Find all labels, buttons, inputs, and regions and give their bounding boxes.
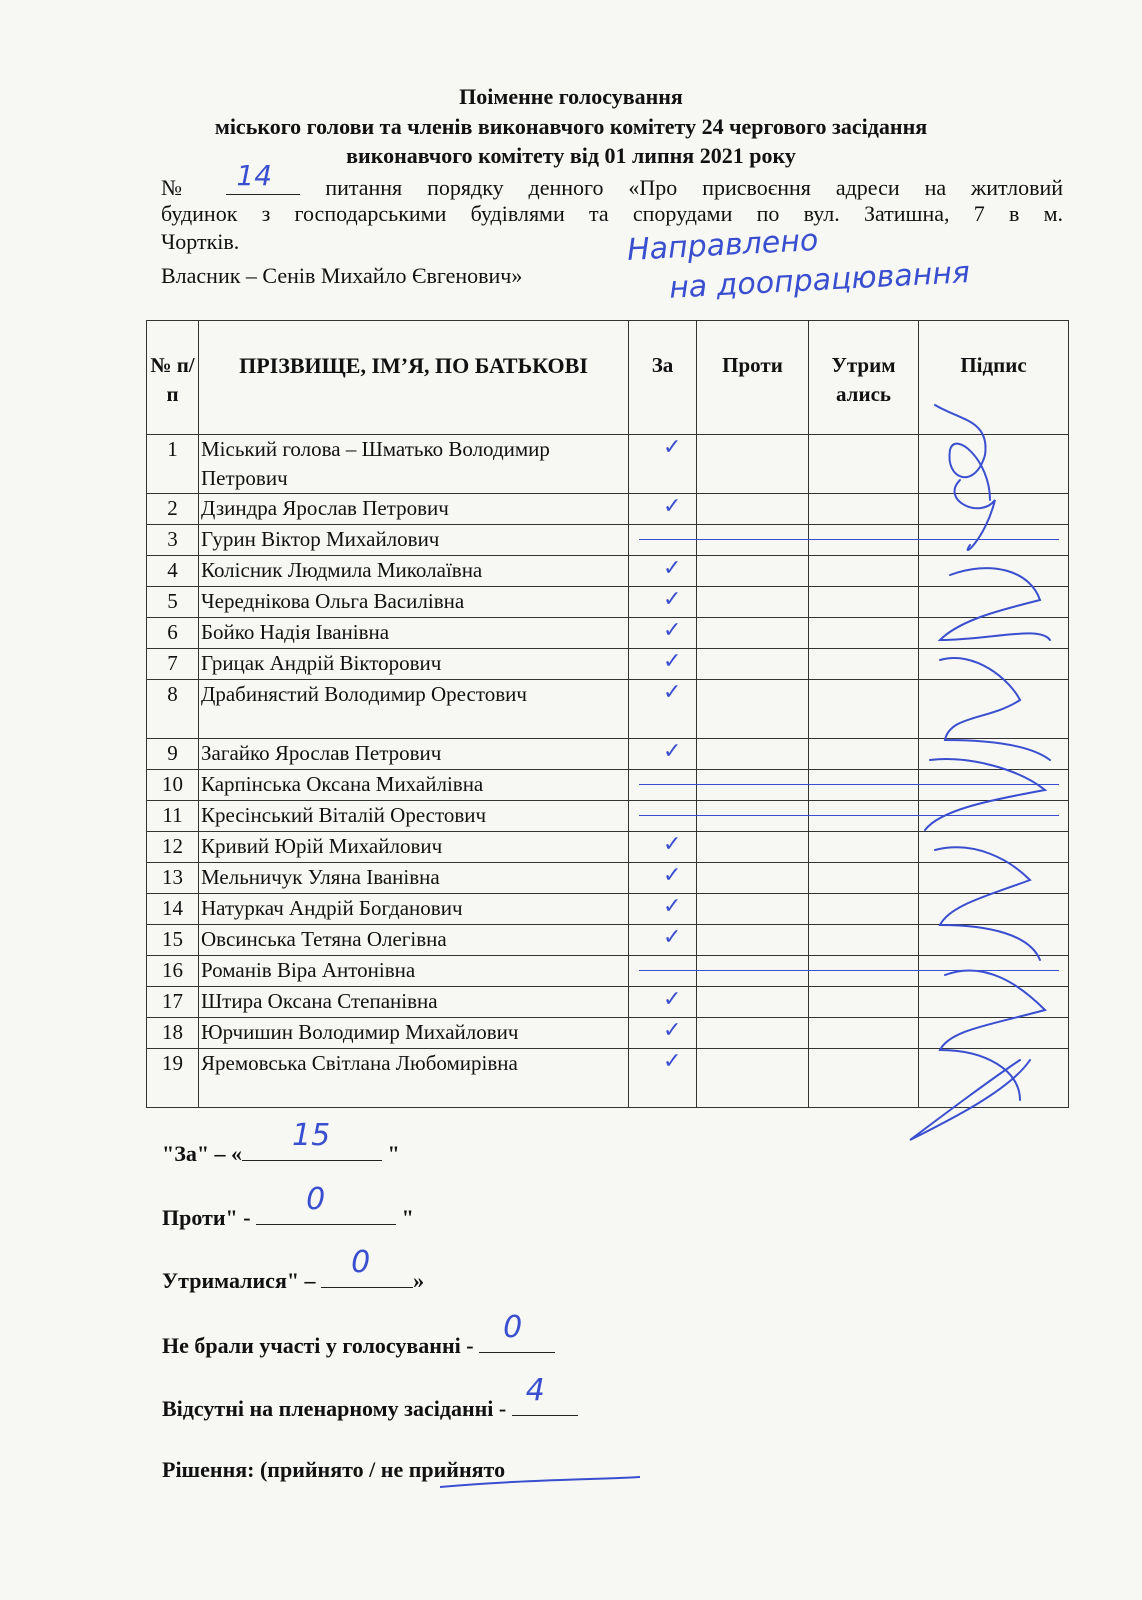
row-vote-yes	[629, 956, 697, 987]
row-vote-yes	[629, 494, 697, 525]
row-signature	[919, 770, 1069, 801]
checkmark-icon: ✓	[663, 556, 682, 581]
row-name: Юрчишин Володимир Михайлович	[199, 1018, 629, 1049]
header-against: Проти	[697, 321, 809, 435]
row-number: 9	[147, 739, 199, 770]
row-signature	[919, 894, 1069, 925]
checkmark-icon: ✓	[663, 863, 682, 888]
tally-abstained-tail: »	[413, 1268, 425, 1293]
table-row	[147, 1049, 1069, 1108]
row-name: Карпінська Оксана Михайлівна	[199, 770, 629, 801]
row-vote-abstained	[809, 739, 919, 770]
row-vote-abstained	[809, 435, 919, 494]
row-number: 8	[147, 680, 199, 739]
row-vote-abstained	[809, 494, 919, 525]
row-signature	[919, 832, 1069, 863]
row-vote-against	[697, 770, 809, 801]
row-vote-against	[697, 1049, 809, 1108]
row-vote-abstained	[809, 1049, 919, 1108]
row-signature	[919, 956, 1069, 987]
row-vote-against	[697, 680, 809, 739]
row-signature	[919, 556, 1069, 587]
row-number: 13	[147, 863, 199, 894]
tally-against-tail: "	[396, 1205, 414, 1230]
row-vote-against	[697, 739, 809, 770]
absent-dash-line	[639, 815, 1059, 816]
tally-abstained-label: Утрималися" –	[162, 1268, 322, 1293]
header-abstained: Утрим ались	[809, 321, 919, 435]
question-number-blank	[226, 159, 300, 195]
decision-line: Рішення: (прийнято / не прийнято	[162, 1457, 506, 1482]
checkmark-icon: ✓	[663, 1049, 682, 1074]
row-vote-against	[697, 987, 809, 1018]
table-row	[147, 956, 1069, 987]
tally-against	[162, 1182, 414, 1231]
row-signature	[919, 1049, 1069, 1108]
row-number: 6	[147, 618, 199, 649]
resolution-line-1: Направлено	[626, 222, 820, 268]
roll-call-table	[146, 320, 1069, 1108]
row-vote-yes	[629, 863, 697, 894]
absent-dash-line	[639, 970, 1059, 971]
row-vote-yes	[629, 1018, 697, 1049]
row-name: Загайко Ярослав Петрович	[199, 739, 629, 770]
tally-against-blank	[256, 1182, 396, 1225]
row-name: Гурин Віктор Михайлович	[199, 525, 629, 556]
checkmark-icon: ✓	[663, 739, 682, 764]
question-text-1: питання порядку денного «Про присвоєння адреси на житловий	[325, 175, 1064, 200]
question-line-2: будинок з господарськими будівлями та спорудами по вул. Затишна, 7 в м.	[161, 201, 1063, 226]
document-title: Поіменне голосування	[459, 84, 683, 109]
resolution-line-2: на доопрацювання	[668, 255, 971, 306]
row-vote-abstained	[809, 680, 919, 739]
tally-not-voting-label: Не брали участі у голосуванні -	[162, 1333, 480, 1358]
table-row	[147, 618, 1069, 649]
header-yes: За	[629, 321, 697, 435]
checkmark-icon: ✓	[663, 618, 682, 643]
tally-abstained-value: 0	[351, 1245, 371, 1280]
row-vote-abstained	[809, 587, 919, 618]
table-body	[147, 435, 1069, 1108]
row-name: Кресінський Віталій Орестович	[199, 801, 629, 832]
checkmark-icon: ✓	[663, 987, 682, 1012]
row-vote-against	[697, 587, 809, 618]
handwritten-resolution	[626, 213, 971, 311]
tally-against-value: 0	[306, 1182, 326, 1217]
checkmark-icon: ✓	[663, 494, 682, 519]
checkmark-icon: ✓	[663, 435, 682, 460]
absent-dash-line	[639, 784, 1059, 785]
table-row	[147, 801, 1069, 832]
row-number: 11	[147, 801, 199, 832]
row-name: Грицак Андрій Вікторович	[199, 649, 629, 680]
row-name: Колісник Людмила Миколаївна	[199, 556, 629, 587]
checkmark-icon: ✓	[663, 832, 682, 857]
tally-not-voting-blank	[479, 1310, 555, 1353]
tally-absent-label: Відсутні на пленарному засіданні -	[162, 1396, 512, 1421]
row-vote-abstained	[809, 956, 919, 987]
table-row	[147, 435, 1069, 494]
row-vote-against	[697, 649, 809, 680]
table-row	[147, 525, 1069, 556]
row-name: Драбинястий Володимир Орестович	[199, 680, 629, 739]
document-subtitle: міського голови та членів виконавчого комітету 24 чергового засідання	[214, 114, 928, 139]
table-row	[147, 894, 1069, 925]
row-name: Мельничук Уляна Іванівна	[199, 863, 629, 894]
table-row	[147, 987, 1069, 1018]
row-vote-yes	[629, 587, 697, 618]
row-number: 19	[147, 1049, 199, 1108]
row-vote-against	[697, 832, 809, 863]
row-vote-yes	[629, 925, 697, 956]
row-number: 5	[147, 587, 199, 618]
row-vote-abstained	[809, 770, 919, 801]
row-name: Натуркач Андрій Богданович	[199, 894, 629, 925]
row-vote-yes	[629, 739, 697, 770]
question-number-prefix: №	[161, 175, 202, 200]
row-name: Яремовська Світлана Любомирівна	[199, 1049, 629, 1108]
tally-yes-tail: "	[382, 1141, 400, 1166]
table-row	[147, 925, 1069, 956]
tally-yes-value: 15	[292, 1118, 331, 1153]
tally-not-voting	[162, 1310, 555, 1359]
row-number: 4	[147, 556, 199, 587]
question-number-handwritten: 14	[236, 159, 273, 192]
row-vote-abstained	[809, 618, 919, 649]
tally-abstained-blank	[321, 1245, 413, 1288]
row-vote-abstained	[809, 801, 919, 832]
question-line-1	[161, 159, 1064, 201]
row-vote-against	[697, 435, 809, 494]
owner-line: Власник – Сенів Михайло Євгенович»	[161, 263, 523, 288]
row-signature	[919, 1018, 1069, 1049]
row-vote-against	[697, 1018, 809, 1049]
header-num: № п/п	[147, 321, 199, 435]
row-vote-yes	[629, 649, 697, 680]
row-name: Штира Оксана Степанівна	[199, 987, 629, 1018]
table-row	[147, 832, 1069, 863]
row-vote-yes	[629, 770, 697, 801]
row-vote-yes	[629, 680, 697, 739]
table-row	[147, 649, 1069, 680]
table-row	[147, 556, 1069, 587]
tally-absent	[162, 1373, 578, 1422]
tally-abstained	[162, 1245, 425, 1294]
tally-yes-blank	[242, 1118, 382, 1161]
document-subtitle-date: виконавчого комітету від 01 липня 2021 року	[346, 143, 796, 168]
row-signature	[919, 525, 1069, 556]
row-number: 17	[147, 987, 199, 1018]
row-vote-yes	[629, 832, 697, 863]
row-vote-abstained	[809, 1018, 919, 1049]
header-name: ПРІЗВИЩЕ, ІМ’Я, ПО БАТЬКОВІ	[199, 321, 629, 435]
row-vote-abstained	[809, 925, 919, 956]
row-number: 10	[147, 770, 199, 801]
row-vote-abstained	[809, 832, 919, 863]
row-signature	[919, 739, 1069, 770]
table-row	[147, 863, 1069, 894]
tally-yes	[162, 1118, 400, 1167]
checkmark-icon: ✓	[663, 649, 682, 674]
row-number: 15	[147, 925, 199, 956]
row-name: Міський голова – Шматько Володимир Петрович	[199, 435, 629, 494]
row-number: 18	[147, 1018, 199, 1049]
table-header-row	[147, 321, 1069, 435]
row-name: Кривий Юрій Михайлович	[199, 832, 629, 863]
checkmark-icon: ✓	[663, 894, 682, 919]
checkmark-icon: ✓	[663, 925, 682, 950]
question-line-3: Чортків.	[161, 229, 240, 254]
row-number: 3	[147, 525, 199, 556]
row-number: 2	[147, 494, 199, 525]
tally-absent-value: 4	[525, 1373, 545, 1408]
row-number: 14	[147, 894, 199, 925]
row-vote-yes	[629, 1049, 697, 1108]
row-vote-against	[697, 925, 809, 956]
row-vote-against	[697, 956, 809, 987]
row-vote-abstained	[809, 987, 919, 1018]
table-row	[147, 1018, 1069, 1049]
row-vote-against	[697, 894, 809, 925]
checkmark-icon: ✓	[663, 680, 682, 705]
tally-not-voting-value: 0	[503, 1310, 523, 1345]
checkmark-icon: ✓	[663, 1018, 682, 1043]
row-vote-abstained	[809, 525, 919, 556]
row-vote-yes	[629, 556, 697, 587]
row-vote-abstained	[809, 894, 919, 925]
checkmark-icon: ✓	[663, 587, 682, 612]
row-vote-against	[697, 525, 809, 556]
row-vote-abstained	[809, 649, 919, 680]
tally-absent-blank	[512, 1373, 578, 1416]
row-vote-against	[697, 556, 809, 587]
table-row	[147, 587, 1069, 618]
tally-against-label: Проти" -	[162, 1205, 257, 1230]
row-vote-yes	[629, 801, 697, 832]
row-number: 16	[147, 956, 199, 987]
row-signature	[919, 987, 1069, 1018]
row-signature	[919, 618, 1069, 649]
row-name: Дзиндра Ярослав Петрович	[199, 494, 629, 525]
row-number: 12	[147, 832, 199, 863]
table-row	[147, 770, 1069, 801]
row-vote-abstained	[809, 556, 919, 587]
row-vote-against	[697, 863, 809, 894]
table-row	[147, 680, 1069, 739]
row-vote-yes	[629, 618, 697, 649]
row-signature	[919, 649, 1069, 680]
row-signature	[919, 435, 1069, 494]
row-vote-against	[697, 801, 809, 832]
table-row	[147, 494, 1069, 525]
tally-yes-label: "За" – «	[162, 1141, 243, 1166]
row-vote-against	[697, 618, 809, 649]
row-name: Череднікова Ольга Василівна	[199, 587, 629, 618]
row-name: Романів Віра Антонівна	[199, 956, 629, 987]
row-number: 1	[147, 435, 199, 494]
row-vote-yes	[629, 525, 697, 556]
table-row	[147, 739, 1069, 770]
row-number: 7	[147, 649, 199, 680]
row-signature	[919, 587, 1069, 618]
row-vote-yes	[629, 894, 697, 925]
row-vote-abstained	[809, 863, 919, 894]
header-signature: Підпис	[919, 321, 1069, 435]
row-signature	[919, 801, 1069, 832]
row-signature	[919, 925, 1069, 956]
row-name: Овсинська Тетяна Олегівна	[199, 925, 629, 956]
row-signature	[919, 863, 1069, 894]
row-name: Бойко Надія Іванівна	[199, 618, 629, 649]
row-vote-against	[697, 494, 809, 525]
absent-dash-line	[639, 539, 1059, 540]
row-vote-yes	[629, 435, 697, 494]
row-signature	[919, 494, 1069, 525]
row-signature	[919, 680, 1069, 739]
row-vote-yes	[629, 987, 697, 1018]
